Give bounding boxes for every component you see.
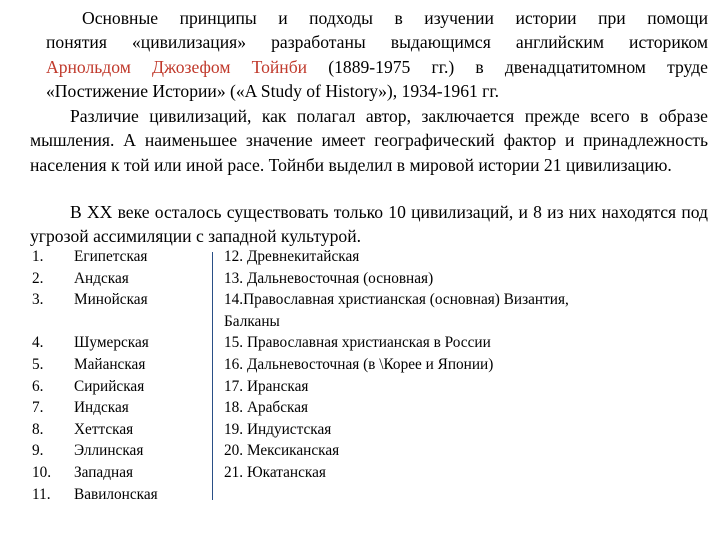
list-item: 18. Арабская — [224, 399, 309, 417]
list-item: 9. Эллинская — [32, 442, 144, 460]
twentieth-century-paragraph — [30, 200, 708, 249]
list-item: 21. Юкатанская — [224, 463, 326, 481]
list-item: 1. Египетская — [32, 248, 148, 265]
list-item: 17. Иранская — [224, 377, 309, 395]
list-item: 8. Хеттская — [32, 420, 134, 438]
list-item: 7. Индская — [32, 399, 129, 417]
list-item: 13. Дальневосточная (основная) — [224, 269, 434, 287]
list-item: 16. Дальневосточная (в \Корее и Японии) — [224, 355, 494, 373]
list-item: 2. Андская — [32, 269, 129, 287]
intro-line-1: Основные принципы и подходы в изучении истории при помощи — [82, 8, 708, 28]
list-item: 6. Сирийская — [32, 377, 145, 395]
list-item: 3. Минойская — [32, 291, 148, 309]
author-name: Арнольдом Джозефом Тойнби — [46, 56, 308, 77]
list-item: 19. Индуистская — [224, 420, 332, 438]
civilizations-list-left — [32, 246, 212, 505]
list-item: 4. Шумерская — [32, 334, 149, 352]
list-item: Балканы — [224, 312, 280, 330]
column-divider — [212, 252, 213, 500]
list-item: 14.Православная христианская (основная) Византия, — [224, 291, 569, 309]
intro-line-3-rest: (1889-1975 гг.) в двенадцатитомном труде — [307, 56, 708, 77]
differences-paragraph — [30, 104, 708, 177]
list-item: 15. Православная христианская в России — [224, 334, 491, 352]
list-item: 20. Мексиканская — [224, 442, 340, 460]
intro-line-2: понятия «цивилизация» разработаны выдающимся английским историком — [46, 32, 708, 53]
list-item: 11. Вавилонская — [32, 485, 158, 503]
twentieth-century-text: В XX веке осталось существовать только 10 цивилизаций, и 8 из них находятся под угрозой ассимиляции с западной культурой. — [30, 202, 708, 247]
list-item: 5. Майанская — [32, 355, 146, 373]
intro-paragraph — [46, 6, 708, 104]
intro-line-4: «Постижение Истории» («A Study of History»), 1934-1961 гг. — [46, 81, 500, 102]
list-item: 12. Древнекитайская — [224, 248, 360, 265]
list-item: 10. Западная — [32, 463, 134, 481]
differences-text: Различие цивилизаций, как полагал автор, заключается прежде всего в образе мышления. А наименьшее значение имеет географический фактор и принадлежность населения к той или иной расе. Тойнби выделил в мировой истории 21 цивилизацию. — [30, 106, 708, 175]
intro-line-3 — [46, 55, 708, 79]
civilizations-list-right — [224, 246, 694, 484]
